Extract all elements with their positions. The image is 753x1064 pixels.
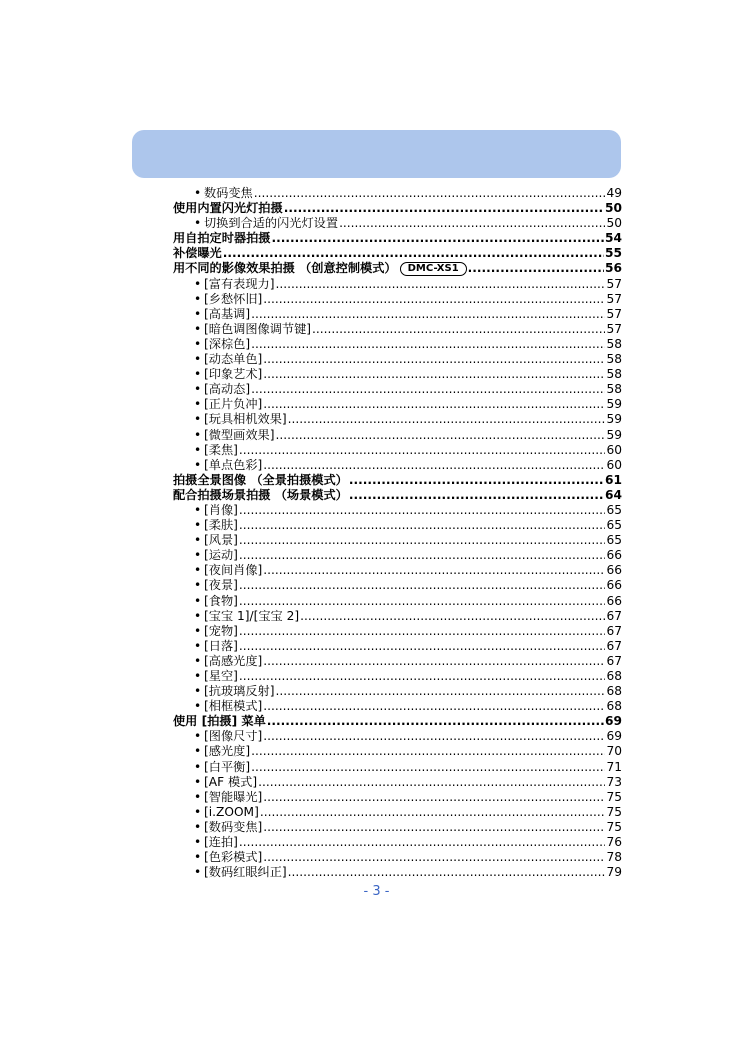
toc-item[interactable] xyxy=(173,594,622,609)
toc-page-number: 50 xyxy=(605,201,622,216)
toc-page-number: 60 xyxy=(606,457,622,472)
bullet-icon: • xyxy=(194,819,202,834)
toc-entry-label xyxy=(173,201,283,216)
toc-item[interactable] xyxy=(173,428,622,443)
toc-item[interactable] xyxy=(173,805,622,820)
toc-page-number: 50 xyxy=(606,216,622,231)
toc-entry-label xyxy=(173,261,467,276)
dot-leader xyxy=(251,382,605,397)
toc-page-number: 57 xyxy=(606,306,622,321)
toc-entry-text: [正片负冲] xyxy=(204,397,263,412)
toc-section[interactable] xyxy=(173,246,622,261)
page-number: - 3 - xyxy=(363,884,390,899)
dot-leader xyxy=(239,533,606,548)
toc-page-number: 64 xyxy=(605,487,622,502)
toc-item[interactable] xyxy=(173,322,622,337)
toc-entry-label xyxy=(173,428,274,443)
toc-entry-text: [星空] xyxy=(204,669,238,683)
toc-entry-label xyxy=(173,865,287,880)
toc-entry-text: [单点色彩] xyxy=(204,457,263,472)
toc-entry-label xyxy=(173,216,338,231)
toc-item[interactable] xyxy=(173,503,622,518)
toc-page-number: 57 xyxy=(606,291,622,306)
toc-entry-text: [柔焦] xyxy=(204,442,238,457)
toc-page-number: 65 xyxy=(606,518,622,533)
toc-entry-text: 使用 [拍摄] 菜单 xyxy=(173,714,266,729)
bullet-icon: • xyxy=(194,533,202,548)
toc-entry-text: [连拍] xyxy=(204,835,238,850)
toc-entry-text: [食物] xyxy=(204,593,238,608)
dot-leader xyxy=(263,367,605,382)
toc-page-number: 61 xyxy=(605,472,622,487)
toc-item[interactable] xyxy=(173,443,622,458)
dot-leader xyxy=(239,578,606,593)
toc-page-number: 58 xyxy=(606,336,622,351)
toc-entry-label xyxy=(173,277,274,292)
toc-page-number: 65 xyxy=(606,533,622,548)
toc-entry-label xyxy=(173,473,348,488)
toc-entry-label xyxy=(173,775,257,790)
bullet-icon: • xyxy=(194,306,202,321)
toc-entry-label xyxy=(173,578,238,593)
dot-leader xyxy=(300,609,605,624)
dot-leader xyxy=(239,443,606,458)
bullet-icon: • xyxy=(194,397,202,412)
bullet-icon: • xyxy=(194,669,202,683)
toc-entry-label xyxy=(173,609,299,624)
toc-page-number: 67 xyxy=(606,608,622,623)
toc-entry-label xyxy=(173,548,238,563)
toc-entry-text: [宠物] xyxy=(204,623,238,638)
bullet-icon: • xyxy=(194,684,202,699)
dot-leader xyxy=(260,805,606,820)
toc-entry-label xyxy=(173,231,271,246)
dot-leader xyxy=(239,503,606,518)
toc-item[interactable] xyxy=(173,669,622,684)
toc-page-number: 54 xyxy=(605,231,622,246)
dot-leader xyxy=(263,820,605,835)
toc-entry-text: 数码变焦 xyxy=(204,186,253,200)
toc-item[interactable] xyxy=(173,518,622,533)
toc-entry-text: [深棕色] xyxy=(204,336,251,351)
dot-leader xyxy=(339,216,605,231)
toc-item[interactable] xyxy=(173,578,622,593)
toc-page-number: 78 xyxy=(606,850,622,865)
dot-leader xyxy=(239,624,606,639)
toc-entry-label xyxy=(173,307,250,322)
toc-entry-label xyxy=(173,382,250,397)
toc-item[interactable] xyxy=(173,699,622,714)
dot-leader xyxy=(349,473,604,488)
toc-page-number: 57 xyxy=(606,321,622,336)
toc-entry-text: [日落] xyxy=(204,638,238,653)
toc-entry-text: [i.ZOOM] xyxy=(204,804,259,819)
toc-item[interactable] xyxy=(173,609,622,624)
toc-entry-text: 切换到合适的闪光灯设置 xyxy=(204,216,339,231)
bullet-icon: • xyxy=(194,789,202,804)
toc-entry-label xyxy=(173,337,250,352)
bullet-icon: • xyxy=(194,729,202,744)
dot-leader xyxy=(263,790,605,805)
toc-entry-label xyxy=(173,790,262,805)
toc-item[interactable] xyxy=(173,292,622,307)
dot-leader xyxy=(239,835,606,850)
toc-page-number: 60 xyxy=(606,442,622,457)
toc-section[interactable] xyxy=(173,261,622,276)
dot-leader xyxy=(254,186,606,201)
bullet-icon: • xyxy=(194,593,202,608)
dot-leader xyxy=(275,684,605,699)
bullet-icon: • xyxy=(194,835,202,850)
toc-item[interactable] xyxy=(173,548,622,563)
toc-item[interactable] xyxy=(173,563,622,578)
bullet-icon: • xyxy=(194,382,202,397)
bullet-icon: • xyxy=(194,865,202,880)
dot-leader xyxy=(263,729,605,744)
toc-entry-text: [数码变焦] xyxy=(204,819,263,834)
toc-item[interactable] xyxy=(173,790,622,805)
dot-leader xyxy=(468,261,604,276)
toc-item[interactable] xyxy=(173,367,622,382)
toc-item[interactable] xyxy=(173,639,622,654)
toc-item[interactable] xyxy=(173,865,622,880)
dot-leader xyxy=(263,397,605,412)
toc-entry-text: [富有表现力] xyxy=(204,276,275,291)
bullet-icon: • xyxy=(194,623,202,638)
toc-entry-text: 用不同的影像效果拍摄 （创意控制模式） xyxy=(173,261,397,276)
toc-section[interactable] xyxy=(173,714,622,729)
toc-entry-text: [微型画效果] xyxy=(204,427,275,442)
toc-entry-text: [夜景] xyxy=(204,578,238,593)
toc-page-number: 75 xyxy=(606,819,622,834)
dot-leader xyxy=(284,201,604,216)
toc-item[interactable] xyxy=(173,684,622,699)
toc-entry-label xyxy=(173,714,266,729)
bullet-icon: • xyxy=(194,352,202,367)
toc-entry-label xyxy=(173,760,250,775)
toc-entry-text: [乡愁怀旧] xyxy=(204,291,263,306)
toc-page-number: 66 xyxy=(606,563,622,578)
toc-item[interactable] xyxy=(173,458,622,473)
dot-leader xyxy=(263,699,605,714)
bullet-icon: • xyxy=(194,638,202,653)
toc-item[interactable] xyxy=(173,277,622,292)
toc-item[interactable] xyxy=(173,397,622,412)
toc-page-number: 49 xyxy=(606,186,622,200)
model-badge: DMC-XS1 xyxy=(400,262,467,276)
bullet-icon: • xyxy=(194,850,202,865)
toc-entry-text: 用自拍定时器拍摄 xyxy=(173,231,271,246)
dot-leader xyxy=(251,337,605,352)
toc-entry-label xyxy=(173,684,274,699)
toc-entry-label xyxy=(173,805,259,820)
dot-leader xyxy=(312,322,605,337)
toc-entry-label xyxy=(173,744,250,759)
toc-entry-label xyxy=(173,639,238,654)
toc-item[interactable] xyxy=(173,775,622,790)
dot-leader xyxy=(263,352,605,367)
dot-leader xyxy=(239,639,606,654)
bullet-icon: • xyxy=(194,608,202,623)
toc-entry-text: 拍摄全景图像 （全景拍摄模式） xyxy=(173,472,348,487)
dot-leader xyxy=(239,548,606,563)
toc-page-number: 58 xyxy=(606,367,622,382)
bullet-icon: • xyxy=(194,427,202,442)
toc-item[interactable] xyxy=(173,382,622,397)
toc-page-number: 55 xyxy=(605,246,622,261)
toc-entry-text: [白平衡] xyxy=(204,759,251,774)
toc-entry-label xyxy=(173,186,253,201)
toc-page-number: 68 xyxy=(606,669,622,683)
toc-entry-text: [AF 模式] xyxy=(204,774,258,789)
toc-item[interactable] xyxy=(173,760,622,775)
bullet-icon: • xyxy=(194,774,202,789)
toc-entry-label xyxy=(173,624,238,639)
toc-page-number: 79 xyxy=(606,865,622,880)
toc-entry-text: [高感光度] xyxy=(204,653,263,668)
dot-leader xyxy=(263,850,605,865)
toc-entry-label xyxy=(173,699,262,714)
toc-entry-label xyxy=(173,458,262,473)
toc-entry-label xyxy=(173,563,262,578)
toc-item[interactable] xyxy=(173,216,622,231)
bullet-icon: • xyxy=(194,744,202,759)
toc-item[interactable] xyxy=(173,820,622,835)
toc-entry-label xyxy=(173,503,238,518)
toc-entry-text: 补偿曝光 xyxy=(173,246,222,261)
toc-section[interactable] xyxy=(173,488,622,503)
toc-entry-label xyxy=(173,443,238,458)
toc-entry-label xyxy=(173,352,262,367)
toc-entry-label xyxy=(173,669,238,684)
toc-entry-text: [宝宝 1]/[宝宝 2] xyxy=(204,608,300,623)
toc-page-number: 75 xyxy=(606,789,622,804)
toc-item[interactable] xyxy=(173,835,622,850)
toc-entry-label xyxy=(173,322,311,337)
toc-item[interactable] xyxy=(173,412,622,427)
bullet-icon: • xyxy=(194,291,202,306)
bullet-icon: • xyxy=(194,653,202,668)
toc-entry-text: 使用内置闪光灯拍摄 xyxy=(173,201,283,216)
bullet-icon: • xyxy=(194,276,202,291)
toc-entry-text: [暗色调图像调节键] xyxy=(204,321,312,336)
toc-entry-label xyxy=(173,292,262,307)
bullet-icon: • xyxy=(194,412,202,427)
toc-entry-label xyxy=(173,594,238,609)
toc-page-number: 70 xyxy=(606,744,622,759)
toc-item[interactable] xyxy=(173,654,622,669)
toc-entry-text: [高基调] xyxy=(204,306,251,321)
toc-page-number: 73 xyxy=(606,774,622,789)
toc-page-number: 58 xyxy=(606,382,622,397)
bullet-icon: • xyxy=(194,502,202,517)
toc-page-number: 59 xyxy=(606,397,622,412)
toc-entry-text: [风景] xyxy=(204,533,238,548)
toc-entry-label xyxy=(173,397,262,412)
toc-entry-text: [运动] xyxy=(204,548,238,563)
toc-page-number: 76 xyxy=(606,835,622,850)
toc-page-number: 59 xyxy=(606,412,622,427)
toc-entry-text: 配合拍摄场景拍摄 （场景模式） xyxy=(173,487,348,502)
bullet-icon: • xyxy=(194,216,202,231)
toc-page-number: 71 xyxy=(606,759,622,774)
dot-leader xyxy=(263,654,605,669)
toc-entry-text: [相框模式] xyxy=(204,699,263,714)
toc-entry-label xyxy=(173,850,262,865)
dot-leader xyxy=(349,488,604,503)
toc-entry-text: [感光度] xyxy=(204,744,251,759)
dot-leader xyxy=(263,458,605,473)
bullet-icon: • xyxy=(194,548,202,563)
toc-entry-text: [图像尺寸] xyxy=(204,729,263,744)
dot-leader xyxy=(272,231,605,246)
toc-entry-label xyxy=(173,246,222,261)
bullet-icon: • xyxy=(194,442,202,457)
toc-entry-label xyxy=(173,518,238,533)
toc-entry-text: [色彩模式] xyxy=(204,850,263,865)
dot-leader xyxy=(263,292,605,307)
bullet-icon: • xyxy=(194,518,202,533)
toc-entry-text: [肖像] xyxy=(204,502,238,517)
toc-page-number: 66 xyxy=(606,578,622,593)
toc-entry-text: [数码红眼纠正] xyxy=(204,865,287,880)
toc-page-number: 75 xyxy=(606,804,622,819)
toc-page-number: 67 xyxy=(606,653,622,668)
toc-item[interactable] xyxy=(173,533,622,548)
toc-entry-label xyxy=(173,533,238,548)
dot-leader xyxy=(239,594,606,609)
toc-section[interactable] xyxy=(173,473,622,488)
toc-item[interactable] xyxy=(173,186,622,201)
toc-entry-label xyxy=(173,412,287,427)
header-band xyxy=(132,130,621,178)
dot-leader xyxy=(288,412,606,427)
toc-entry-label xyxy=(173,654,262,669)
toc-page-number: 68 xyxy=(606,699,622,714)
toc-page-number: 65 xyxy=(606,502,622,517)
toc-page-number: 59 xyxy=(606,427,622,442)
toc-section[interactable] xyxy=(173,201,622,216)
bullet-icon: • xyxy=(194,457,202,472)
dot-leader xyxy=(258,775,605,790)
dot-leader xyxy=(251,760,605,775)
dot-leader xyxy=(263,563,605,578)
bullet-icon: • xyxy=(194,563,202,578)
dot-leader xyxy=(223,246,604,261)
toc-entry-text: [智能曝光] xyxy=(204,789,263,804)
bullet-icon: • xyxy=(194,699,202,714)
dot-leader xyxy=(251,744,605,759)
bullet-icon: • xyxy=(194,759,202,774)
toc-page-number: 66 xyxy=(606,548,622,563)
toc-page-number: 69 xyxy=(606,729,622,744)
toc-entry-label xyxy=(173,820,262,835)
toc-entry-text: [玩具相机效果] xyxy=(204,412,287,427)
bullet-icon: • xyxy=(194,367,202,382)
dot-leader xyxy=(275,428,605,443)
bullet-icon: • xyxy=(194,804,202,819)
toc-item[interactable] xyxy=(173,744,622,759)
dot-leader xyxy=(251,307,605,322)
toc-section[interactable] xyxy=(173,231,622,246)
dot-leader xyxy=(275,277,605,292)
toc-entry-text: [高动态] xyxy=(204,382,251,397)
toc-entry-text: [动态单色] xyxy=(204,352,263,367)
toc-item[interactable] xyxy=(173,624,622,639)
bullet-icon: • xyxy=(194,578,202,593)
toc-entry-label xyxy=(173,488,348,503)
bullet-icon: • xyxy=(194,186,202,200)
toc-entry-label xyxy=(173,729,262,744)
toc-entry-label xyxy=(173,367,262,382)
dot-leader xyxy=(239,518,606,533)
toc-item[interactable] xyxy=(173,337,622,352)
bullet-icon: • xyxy=(194,336,202,351)
table-of-contents xyxy=(173,186,622,880)
toc-entry-label xyxy=(173,835,238,850)
toc-entry-text: [柔肤] xyxy=(204,518,238,533)
dot-leader xyxy=(239,669,606,684)
toc-entry-text: [夜间肖像] xyxy=(204,563,263,578)
toc-page-number: 57 xyxy=(606,276,622,291)
toc-page-number: 56 xyxy=(605,261,622,276)
toc-page-number: 67 xyxy=(606,638,622,653)
dot-leader xyxy=(288,865,606,880)
toc-page-number: 67 xyxy=(606,623,622,638)
toc-item[interactable] xyxy=(173,307,622,322)
toc-page-number: 68 xyxy=(606,684,622,699)
bullet-icon: • xyxy=(194,321,202,336)
toc-item[interactable] xyxy=(173,850,622,865)
toc-page-number: 66 xyxy=(606,593,622,608)
toc-entry-text: [抗玻璃反射] xyxy=(204,684,275,699)
toc-entry-text: [印象艺术] xyxy=(204,367,263,382)
dot-leader xyxy=(267,714,604,729)
toc-page-number: 69 xyxy=(605,714,622,729)
toc-page-number: 58 xyxy=(606,352,622,367)
toc-item[interactable] xyxy=(173,352,622,367)
toc-item[interactable] xyxy=(173,729,622,744)
